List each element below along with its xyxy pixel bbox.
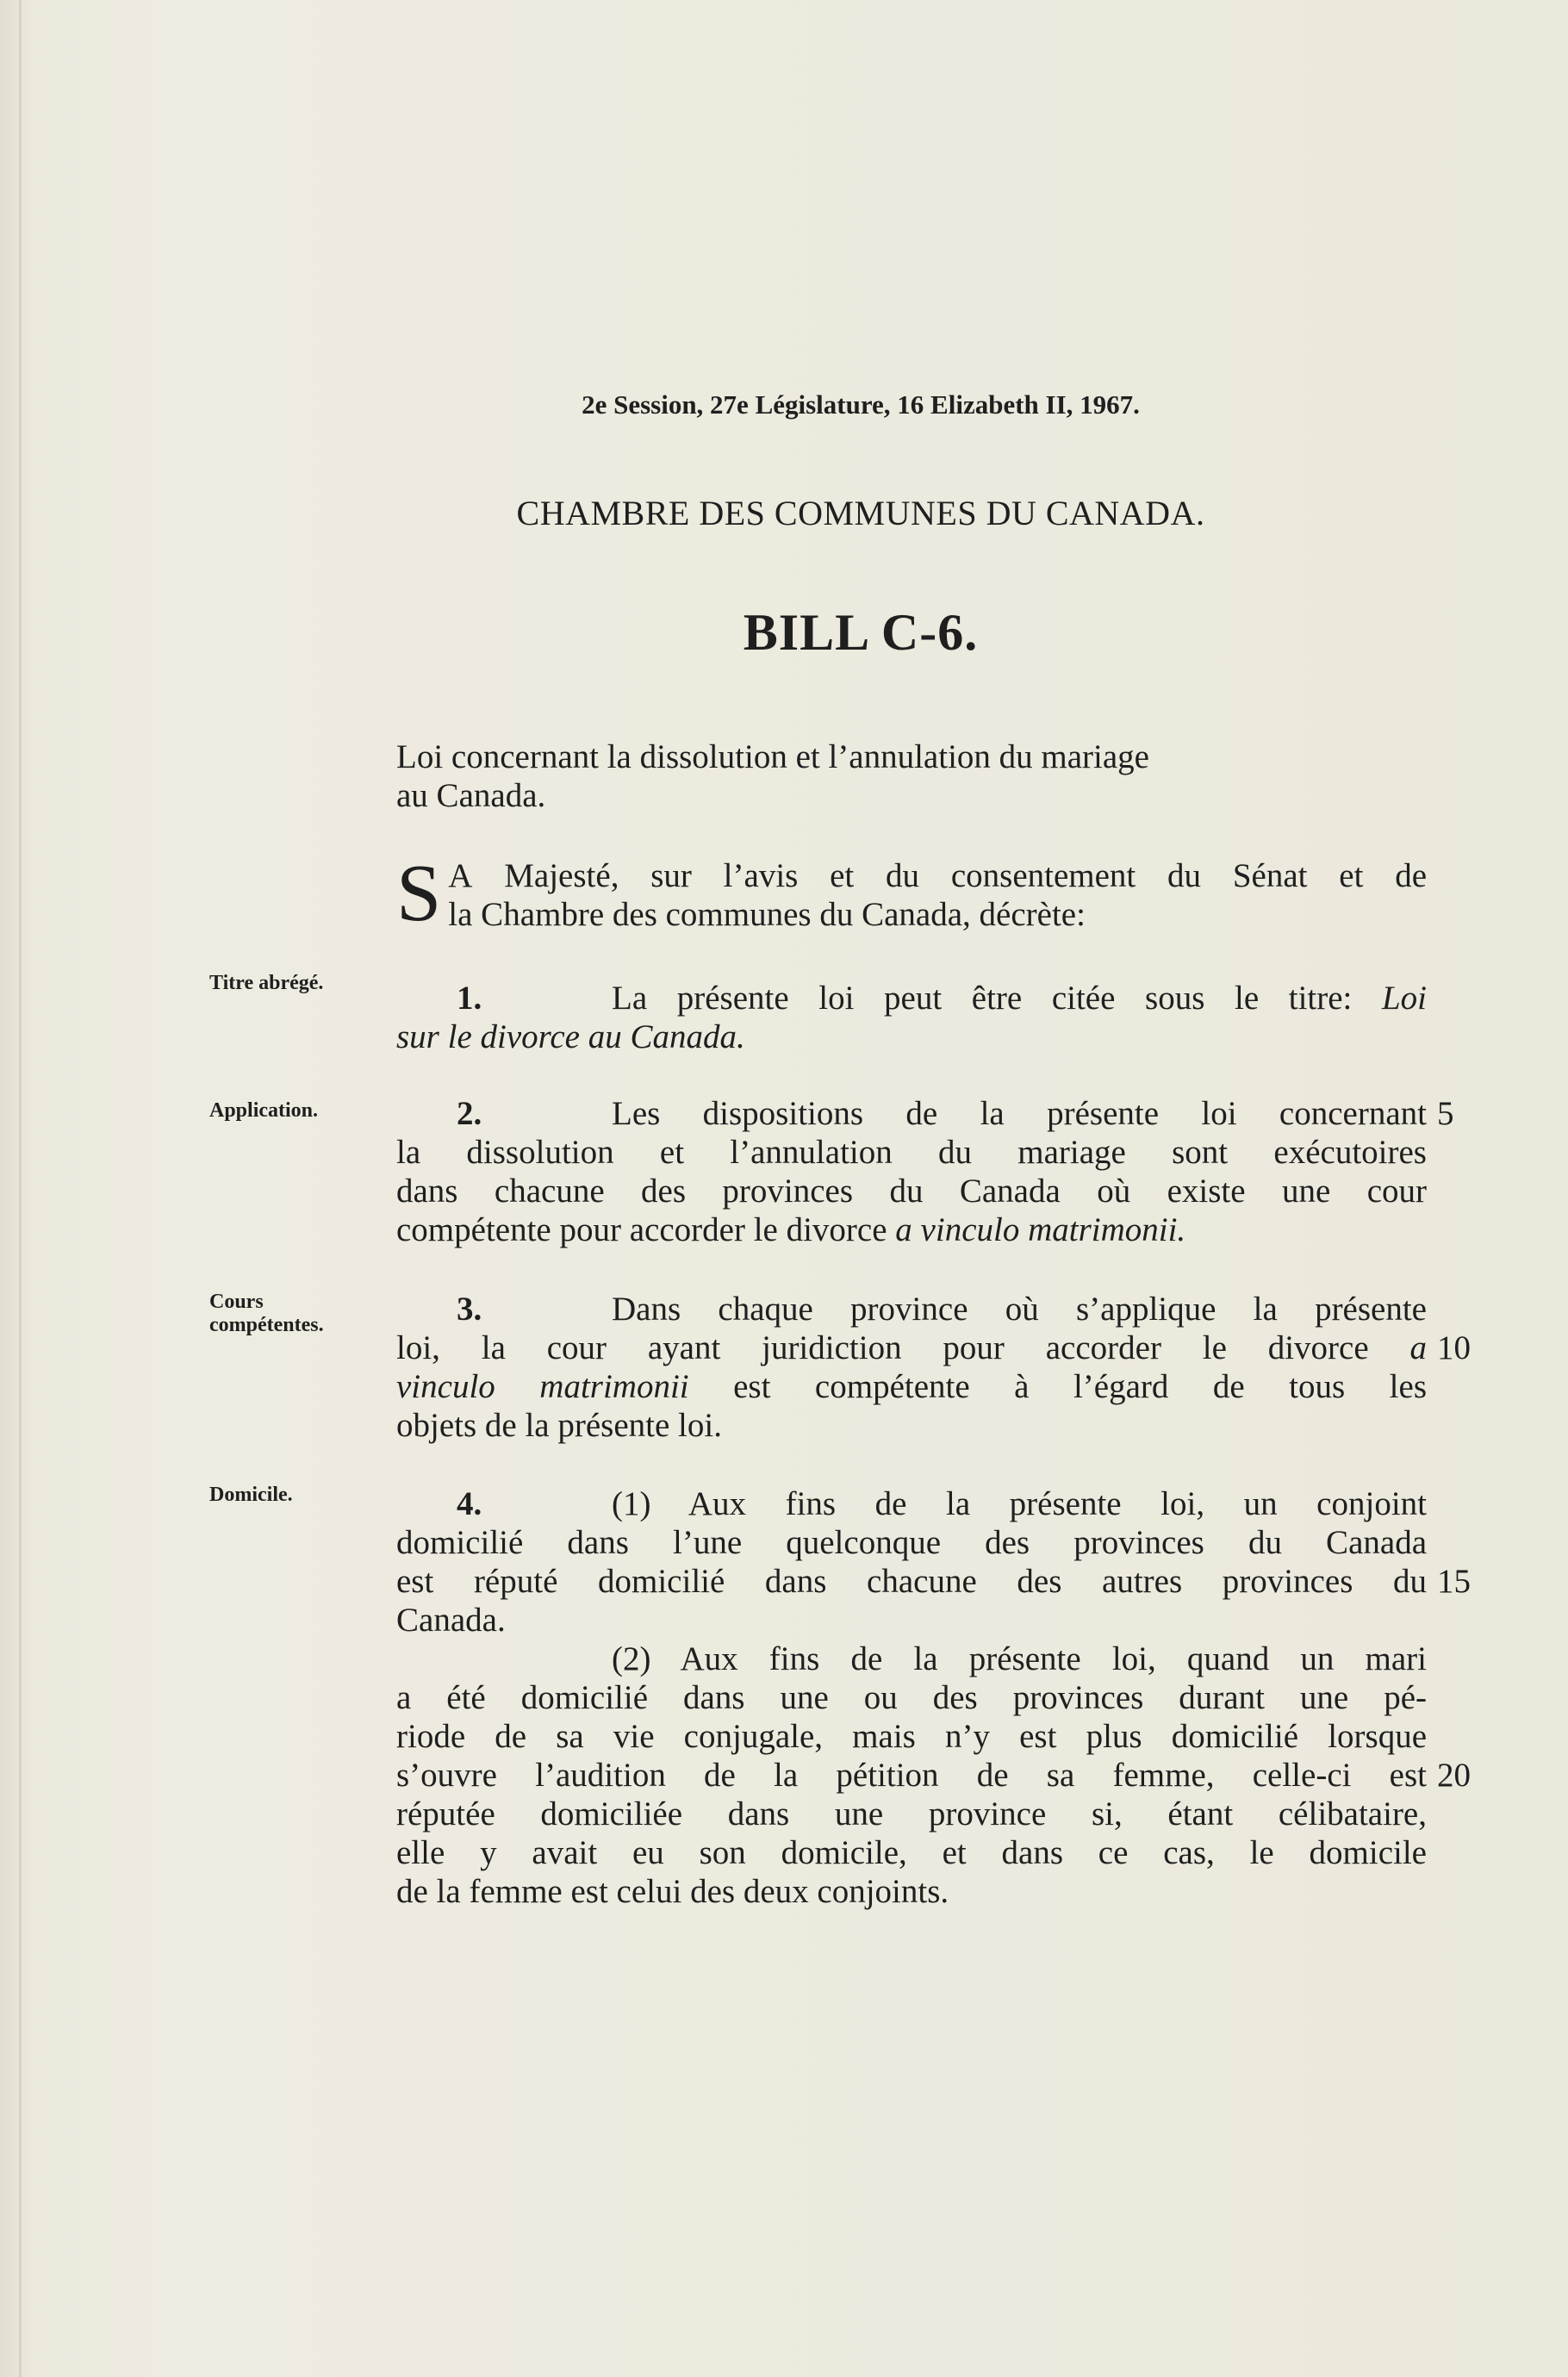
section-2 [396, 1094, 1427, 1249]
section-text-italic: a vinculo matrimonii. [895, 1211, 1186, 1248]
margin-note-application: Application. [209, 1099, 319, 1122]
section-text: (1) Aux fins de la présente loi, un conjoint [612, 1485, 1427, 1522]
section-text: (2) Aux fins de la présente loi, quand un mari [612, 1640, 1427, 1677]
margin-note-short-title: Titre abrégé. [209, 972, 324, 994]
margin-note-line: Cours [209, 1291, 264, 1313]
line-number: 15 [1437, 1563, 1471, 1600]
bill-number: BILL C-6. [743, 604, 979, 661]
drop-cap: S [396, 849, 442, 938]
section-number: 4. [457, 1485, 482, 1522]
binding-gutter [19, 0, 22, 2377]
section-number: 2. [457, 1095, 482, 1132]
section-line [396, 1329, 1427, 1367]
section-line [396, 1094, 1427, 1133]
section-line: réputée domiciliée dans une province si, étant célibataire, [396, 1795, 1427, 1833]
line-number: 5 [1437, 1095, 1454, 1132]
section-line [396, 1210, 1427, 1249]
session-line: 2e Session, 27e Législature, 16 Elizabeth II, 1967. [582, 389, 1140, 420]
small-caps-word: A [448, 857, 473, 894]
section-text: loi, la cour ayant juridiction pour accorder le divorce [396, 1329, 1410, 1366]
section-line: de la femme est celui des deux conjoints. [396, 1873, 949, 1910]
line-number: 20 [1437, 1757, 1471, 1794]
section-1 [396, 979, 1427, 1056]
section-line: objets de la présente loi. [396, 1407, 722, 1444]
section-text: Les dispositions de la présente loi concernant [612, 1095, 1427, 1132]
section-text: est compétente à l’égard de tous les [688, 1368, 1427, 1405]
section-line: Canada. [396, 1602, 506, 1639]
chamber-title: CHAMBRE DES COMMUNES DU CANADA. [516, 494, 1205, 532]
section-line: a été domicilié dans une ou des provinces durant une pé- [396, 1679, 1427, 1716]
section-text: compétente pour accorder le divorce [396, 1211, 896, 1248]
section-number: 3. [457, 1291, 482, 1328]
long-title [396, 737, 1427, 815]
enacting-line [396, 856, 1427, 895]
section-text-italic: a [1409, 1329, 1427, 1366]
section-line [396, 1017, 1427, 1056]
section-text: La présente loi peut être citée sous le titre: [612, 980, 1382, 1017]
section-text-italic: sur le divorce au Canada. [396, 1018, 745, 1055]
section-4 [396, 1484, 1427, 1911]
section-line: riode de sa vie conjugale, mais n’y est plus domicilié lorsque [396, 1718, 1427, 1755]
section-text: Dans chaque province où s’applique la présente [612, 1291, 1427, 1328]
line-number: 10 [1437, 1329, 1471, 1366]
section-line: dans chacune des provinces du Canada où existe une cour [396, 1173, 1427, 1210]
enacting-clause [396, 849, 1427, 938]
section-line: domicilié dans l’une quelconque des provinces du Canada [396, 1524, 1427, 1561]
section-3 [396, 1290, 1427, 1445]
margin-note-courts [209, 1291, 390, 1337]
section-line [396, 1367, 1427, 1406]
enacting-text: Majesté, sur l’avis et du consentement du Sénat et de [472, 857, 1427, 894]
section-line [396, 979, 1427, 1017]
section-line [396, 1290, 1427, 1329]
margin-note-line: compétentes. [209, 1314, 324, 1336]
section-line [396, 1640, 1427, 1678]
section-number: 1. [457, 980, 482, 1017]
margin-note-domicile: Domicile. [209, 1484, 293, 1506]
section-line: elle y avait eu son domicile, et dans ce cas, le domicile [396, 1834, 1427, 1871]
section-line: s’ouvre l’audition de la pétition de sa femme, celle-ci est [396, 1757, 1427, 1794]
section-text-italic: Loi [1381, 980, 1427, 1017]
long-title-line: Loi concernant la dissolution et l’annulation du mariage [396, 738, 1149, 775]
section-line: est réputé domicilié dans chacune des autres provinces du [396, 1563, 1427, 1600]
section-line [396, 1484, 1427, 1523]
section-text-italic: vinculo matrimonii [396, 1368, 689, 1405]
section-line: la dissolution et l’annulation du mariage sont exécutoires [396, 1134, 1427, 1171]
enacting-line: la Chambre des communes du Canada, décrète: [448, 896, 1086, 933]
long-title-line: au Canada. [396, 777, 546, 814]
